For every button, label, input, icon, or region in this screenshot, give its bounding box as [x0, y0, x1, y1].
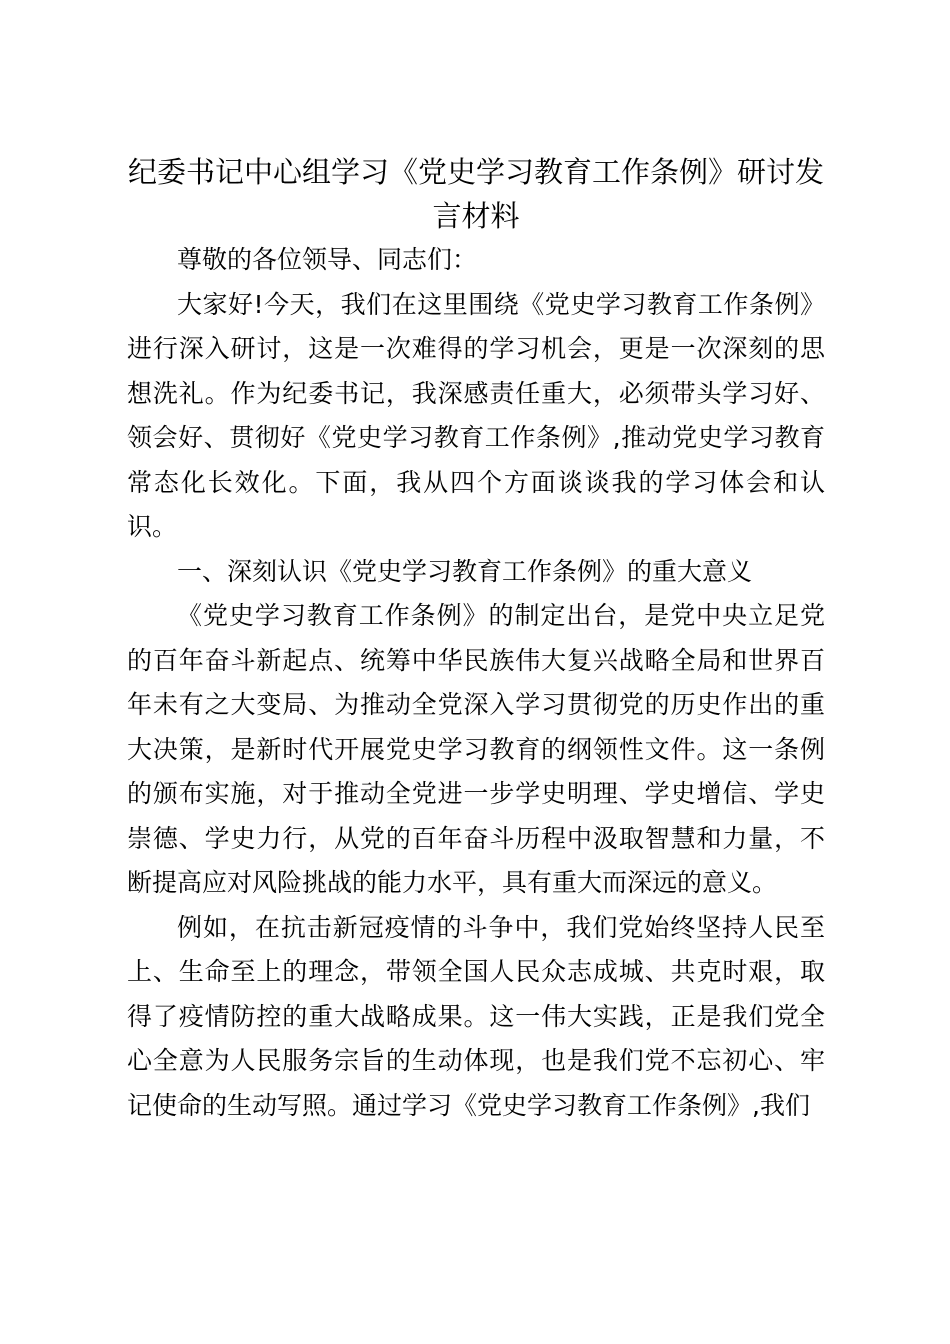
document-page — [127, 150, 825, 1128]
section-1-paragraph-1: 《党史学习教育工作条例》的制定出台，是党中央立足党的百年奋斗新起点、统筹中华民族伟大复兴战略全局和世界百年未有之大变局、为推动全党深入学习贯彻党的历史作出的重大决策，是新时代开展党史学习教育的纲领性文件。这一条例的颁布实施，对于推动全党进一步学史明理、学史增信、学史崇德、学史力行，从党的百年奋斗历程中汲取智慧和力量，不断提高应对风险挑战的能力水平，具有重大而深远的意义。 — [127, 601, 825, 897]
section-1-heading: 一、深刻认识《党史学习教育工作条例》的重大意义 — [177, 556, 753, 586]
section-1-paragraph-2: 例如，在抗击新冠疫情的斗争中，我们党始终坚持人民至上、生命至上的理念，带领全国人民众志成城、共克时艰，取得了疫情防控的重大战略成果。这一伟大实践，正是我们党全心全意为人民服务宗旨的生动体现，也是我们党不忘初心、牢记使命的生动写照。通过学习《党史学习教育工作条例》,我们 — [127, 912, 825, 1120]
title-line-2: 言材料 — [432, 199, 520, 233]
greeting: 尊敬的各位领导、同志们： — [177, 245, 478, 274]
intro-paragraph: 大家好!今天，我们在这里围绕《党史学习教育工作条例》进行深入研讨，这是一次难得的学习机会，更是一次深刻的思想洗礼。作为纪委书记，我深感责任重大，必须带头学习好、领会好、贯彻好《党史学习教育工作条例》,推动党史学习教育常态化长效化。下面，我从四个方面谈谈我的学习体会和认识。 — [127, 289, 825, 541]
document-title — [127, 150, 825, 238]
title-line-1: 纪委书记中心组学习《党史学习教育工作条例》研讨发 — [127, 155, 824, 189]
